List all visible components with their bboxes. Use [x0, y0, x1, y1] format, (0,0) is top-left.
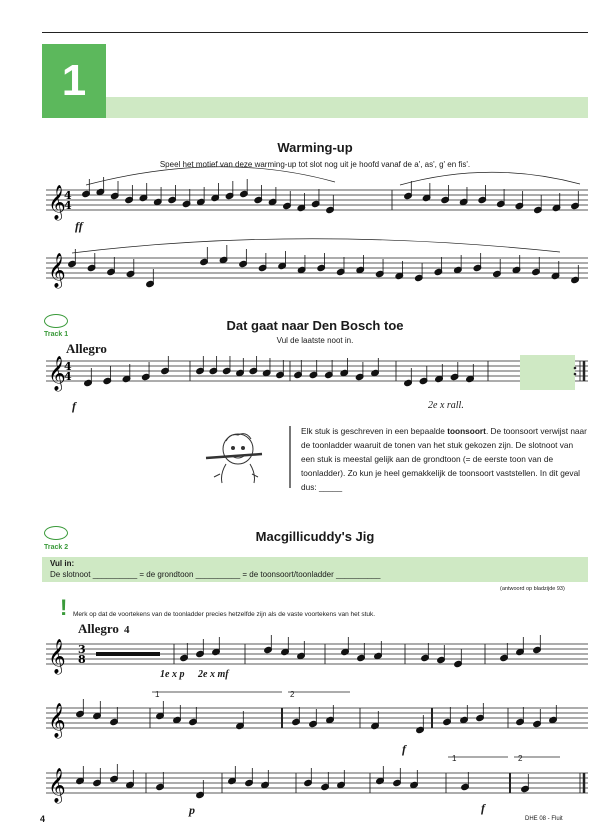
warmup-slur [86, 167, 335, 185]
piece1-dynamic: f [72, 399, 76, 413]
piece2-tempo: Allegro [78, 621, 119, 636]
dyn-second: 2e x mf [198, 669, 229, 680]
warmup-title: Warming-up [277, 140, 353, 155]
jig-timesig-denominator: 8 [78, 653, 86, 666]
dyn-first: 1e x p [160, 669, 185, 680]
volta-1-line2: 1 [155, 690, 160, 699]
volta-2-line3: 2 [518, 754, 523, 763]
warmup-instruction: Speel het motief van deze warming-up tot slot nog uit je hoofd vanaf de a', as', g' en fis'. [159, 160, 471, 169]
repeat-dot [574, 367, 577, 370]
jig-staff-2-treble-clef: 𝄞 [48, 703, 66, 738]
piece1-title: Dat gaat naar Den Bosch toe [226, 318, 404, 333]
jig-timesig-numerator: 3 [78, 643, 86, 656]
chapter-number: 1 [42, 44, 106, 118]
info-text-keyword: toonsoort [447, 426, 486, 436]
jig-staff-3-treble-clef: 𝄞 [48, 768, 66, 803]
dyn-f-line3: f [481, 801, 485, 815]
answer-box-highlight [520, 355, 575, 390]
piece2-note: Merk op dat de voortekens van de toonladder precies hetzelfde zijn als de vaste voortekens van het stuk. [73, 611, 376, 618]
warmup-staff-2-treble-clef: 𝄞 [48, 253, 66, 288]
track-1-label: Track 1 [44, 331, 69, 338]
piece1-instruction: Vul de laatste noot in. [276, 336, 354, 345]
piece1-staff-treble-clef: 𝄞 [48, 356, 66, 391]
dyn-p-line3: p [189, 803, 195, 817]
warmup-dynamic: ff [75, 219, 83, 233]
series-code: DHE 08 - Fluit [525, 816, 563, 822]
warmup-slur [72, 239, 560, 253]
warmup-staff-1-treble-clef: 𝄞 [48, 185, 66, 220]
page-number: 4 [40, 814, 46, 824]
exclamation-icon: ! [60, 595, 68, 620]
info-text-1: Elk stuk is geschreven in een bepaalde [301, 426, 448, 436]
fill-in-line[interactable]: De slotnoot __________ = de grondtoon __________ = de toonsoort/toonladder __________ [50, 570, 381, 579]
answer-reference: (antwoord op bladzijde 93) [500, 586, 565, 592]
warmup-timesig-numerator: 4 [64, 189, 72, 202]
track-2-label: Track 2 [44, 544, 69, 551]
piece2-title: Macgillicuddy's Jig [255, 529, 375, 544]
piece1-timesig-numerator: 4 [64, 360, 72, 373]
volta-1-line3: 1 [452, 754, 457, 763]
piece1-rall: 2e x rall. [428, 400, 464, 411]
jig-staff-1-treble-clef: 𝄞 [48, 639, 66, 674]
volta-2-line2: 2 [290, 690, 295, 699]
dyn-f-line2: f [402, 742, 406, 756]
warmup-slur [400, 172, 580, 185]
info-text-2: . De toonsoort verwijst naar de toonladder waaruit de tonen van het stuk gekozen zijn. De slotnoot van een stuk is meestal gelijk aan de grondtoon (= de eerste toon van de toonladder). Zo kun je heel gemakkelijk de toonsoort vaststellen. In dit geval dus: _____ [301, 426, 587, 492]
warmup-timesig-denominator: 4 [64, 199, 72, 212]
piece1-timesig-denominator: 4 [64, 370, 72, 383]
repeat-dot [574, 373, 577, 376]
fill-in-label: Vul in: [50, 559, 75, 568]
piece1-tempo: Allegro [66, 341, 107, 356]
rest-count: 4 [124, 624, 130, 636]
